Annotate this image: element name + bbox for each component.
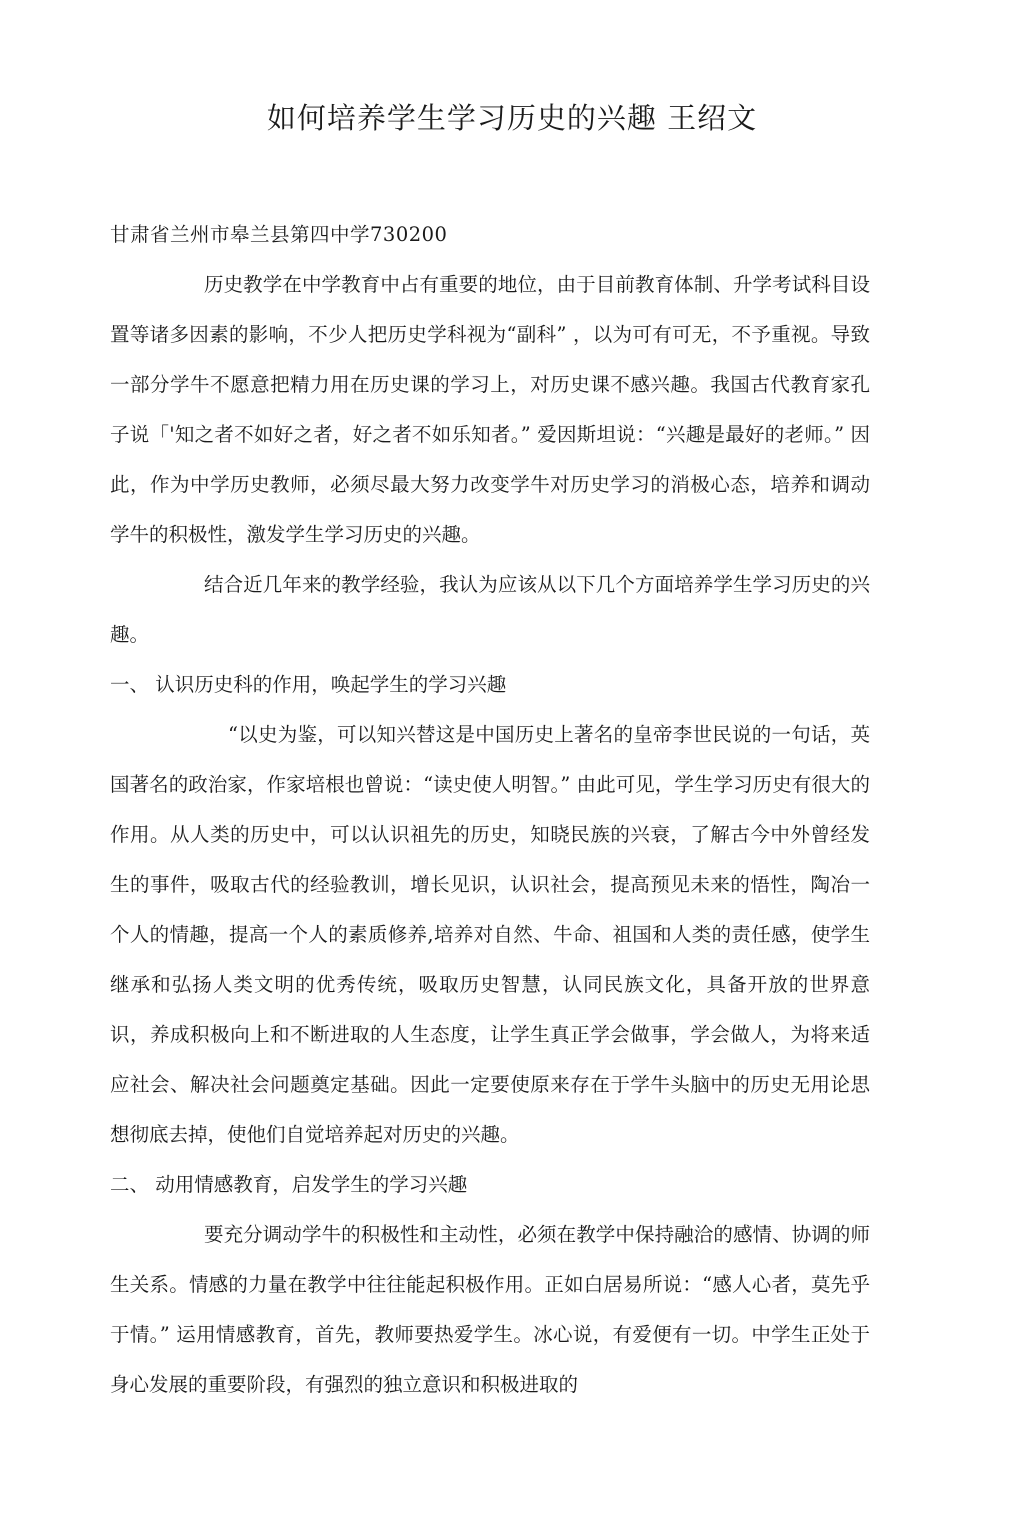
section-1-paragraph: “以史为鉴，可以知兴替这是中国历史上著名的皇帝李世民说的一句话，英国著名的政治家，作家培根也曾说：“读史使人明智。” 由此可见，学生学习历史有很大的作用。从人类的历史中，可以认识祖先的历史，知晓民族的兴衰，了解古今中外曾经发生的事件，吸取古代的经验教训，增长见识，认识社会，提高预见未来的悟性，陶冶一个人的情趣，提高一个人的素质修养,培养对自然、牛命、祖国和人类的责任感，使学生继承和弘扬人类文明的优秀传统，吸取历史智慧，认同民族文化，具备开放的世界意识，养成积极向上和不断进取的人生态度，让学生真正学会做事，学会做人，为将来适应社会、解决社会问题奠定基础。因此一定要使原来存在于学牛头脑中的历史无用论思想彻底去掉，使他们自觉培养起对历史的兴趣。 [110, 723, 870, 1146]
intro-paragraph: 历史教学在中学教育中占有重要的地位，由于目前教育体制、升学考试科目设置等诸多因素的影响，不少人把历史学科视为“副科” ，以为可有可无，不予重视。导致一部分学牛不愿意把精力用在历史课的学习上，对历史课不感兴趣。我国古代教育家孔子说「'知之者不如好之者，好之者不如乐知者。” 爱因斯坦说：“兴趣是最好的老师。” 因此，作为中学历史教师，必须尽最大努力改变学牛对历史学习的消极心态，培养和调动学牛的积极性，激发学生学习历史的兴趣。 [110, 273, 870, 546]
section-2-paragraph: 要充分调动学牛的积极性和主动性，必须在教学中保持融洽的感情、协调的师生关系。情感的力量在教学中往往能起积极作用。正如白居易所说：“感人心者，莫先乎于情。” 运用情感教育，首先，教师要热爱学生。冰心说，有爱便有一切。中学生正处于身心发展的重要阶段，有强烈的独立意识和积极进取的 [110, 1223, 870, 1396]
section-1-heading: 一、 认识历史科的作用，唤起学生的学习兴趣 [110, 673, 507, 696]
approach-paragraph: 结合近几年来的教学经验，我认为应该从以下几个方面培养学生学习历史的兴趣。 [110, 573, 870, 646]
school-line: 甘肃省兰州市皋兰县第四中学730200 [110, 223, 448, 246]
document-body [110, 210, 870, 1410]
section-2-heading: 二、 动用情感教育，启发学生的学习兴趣 [110, 1173, 468, 1196]
document-title: 如何培养学生学习历史的兴趣 王绍文 [266, 101, 758, 135]
